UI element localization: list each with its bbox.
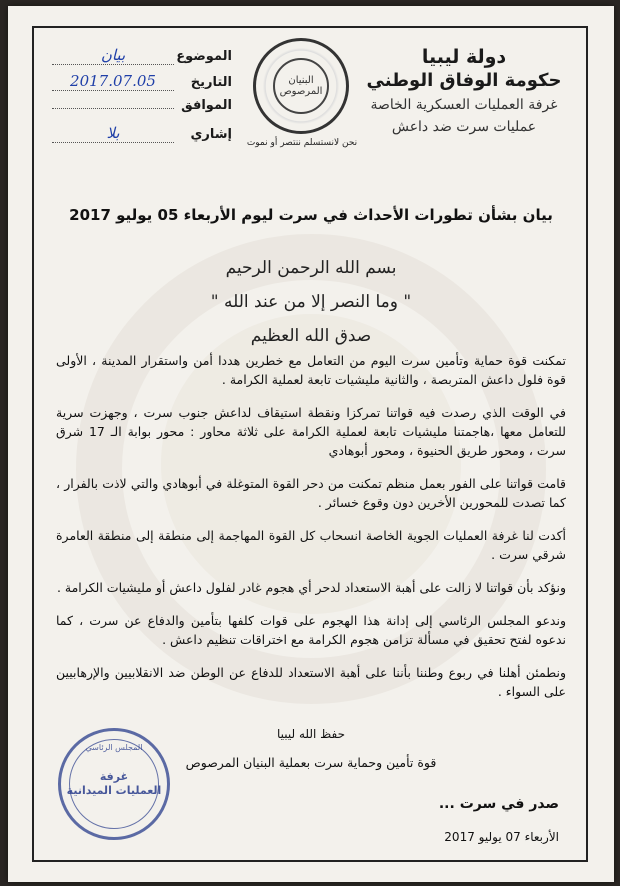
statement-body xyxy=(56,351,566,715)
basmala: بسم الله الرحمن الرحيم xyxy=(225,258,397,278)
date-value: 2017.07.05 xyxy=(52,72,174,91)
state-name: دولة ليبيا xyxy=(421,46,507,68)
paragraph: ونؤكد بأن قواتنا لا زالت على أهبة الاستعداد لدحر أي هجوم غادر لفلول داعش أو مليشيات الكرامة . xyxy=(56,580,566,595)
document-meta xyxy=(52,46,232,150)
date-label: التاريخ xyxy=(190,75,232,90)
meta-date xyxy=(52,72,232,98)
government-name: حكومة الوفاق الوطني xyxy=(366,70,562,91)
paragraph: تمكنت قوة حماية وتأمين سرت اليوم من التعامل مع خطرين هددا أمن واستقرار المدينة ، الأولى قوة فلول داعش المتربصة ، والثانية مليشيات تابعة لعملية الكرامة . xyxy=(56,353,566,387)
issued-place: صدر في سرت ... xyxy=(438,796,559,812)
paragraph: وندعو المجلس الرئاسي إلى إدانة هذا الهجوم على قوات كلفها بتأمين والدفاع عن سرت ، كما ندعوه لفتح تحقيق في مسألة تزامن هجوم الكرامة مع اختراقات تنظيم داعش . xyxy=(56,613,566,647)
letterhead xyxy=(364,46,564,135)
paragraph: أكدت لنا غرفة العمليات الجوية الخاصة انسحاب كل القوة المهاجمة إلى منطقة إلى منطقة العامرة شرقي سرت . xyxy=(56,528,566,562)
emblem-logo xyxy=(253,38,349,134)
corresponding-label: الموافق xyxy=(181,98,232,113)
stamp-top-text: المجلس الرئاسي xyxy=(85,743,143,752)
paragraph: في الوقت الذي رصدت فيه قواتنا تمركزا ونقطة استيقاف لداعش جنوب سرت ، وجهزت سرية للتعامل معها ،هاجمتنا مليشيات تابعة لعملية الكرامة على ثلاثة محاور : محور بوابة الـ 17 شرق سرت ، ومحور طريق الحنيوة ، ومحور أبوهادي xyxy=(56,405,566,458)
reference-value: بلا xyxy=(52,124,174,143)
paragraph: قامت قواتنا على الفور بعمل منظم تمكنت من دحر القوة المتوغلة في أبوهادي والتي لاذت بالفرار ، كما تصدت للمحورين الأخرين دون وقوع خسائر . xyxy=(56,476,566,510)
operations-room-name: غرفة العمليات العسكرية الخاصة xyxy=(370,97,558,113)
document-title: بيان بشأن تطورات الأحداث في سرت ليوم الأربعاء 05 يوليو 2017 xyxy=(69,206,553,224)
closing-line: حفظ الله ليبيا xyxy=(276,727,346,741)
emblem-text: البنيان المرصوص xyxy=(273,58,329,114)
sadaq-line: صدق الله العظيم xyxy=(250,326,372,346)
meta-reference xyxy=(52,124,232,150)
paragraph: ونطمئن أهلنا في ربوع وطننا بأننا على أهبة الاستعداد للدفاع عن الوطن ضد الانقلابيين والإرهابيين على السواء . xyxy=(56,665,566,699)
subject-label: الموضوع xyxy=(176,49,232,64)
stamp-line: العمليات الميدانية xyxy=(66,784,162,797)
meta-corresponding xyxy=(52,98,232,124)
meta-subject xyxy=(52,46,232,72)
operations-subtitle: عمليات سرت ضد داعش xyxy=(391,119,537,135)
reference-label: إشاري xyxy=(190,127,232,142)
stamp-ring xyxy=(69,739,159,829)
subject-value: بيان xyxy=(52,46,174,65)
stamp-line: غرفة xyxy=(99,770,129,783)
issued-date: الأربعاء 07 يوليو 2017 xyxy=(444,830,559,844)
official-stamp xyxy=(58,728,170,840)
signatory: قوة تأمين وحماية سرت بعملية البنيان المرصوص xyxy=(185,755,437,770)
document-sheet xyxy=(8,6,614,882)
corresponding-value xyxy=(52,108,174,109)
motto: نحن لانستسلم ننتصر أو نموت xyxy=(246,138,358,148)
quran-verse: " وما النصر إلا من عند الله " xyxy=(210,292,412,312)
